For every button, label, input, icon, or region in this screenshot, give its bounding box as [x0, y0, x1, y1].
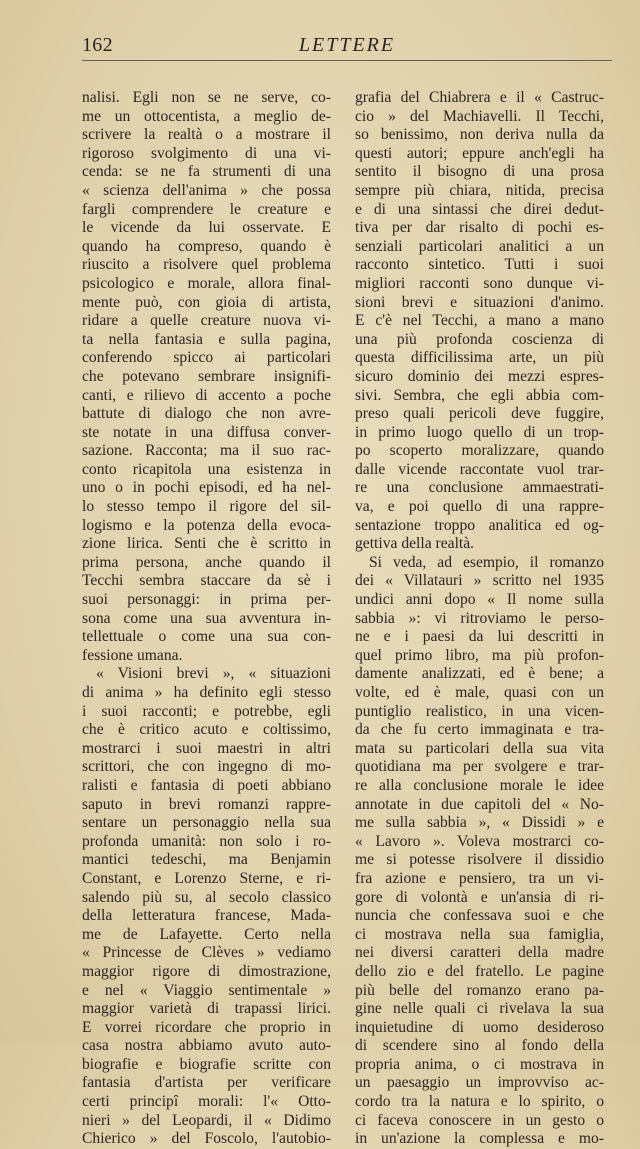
- text-line: nieri » del Leopardi, il « Didimo: [82, 1111, 331, 1129]
- text-line: dalle vicende raccontate vuol trar-: [355, 460, 604, 478]
- text-line: Si veda, ad esempio, il romanzo: [369, 553, 604, 571]
- text-line: uno o in pochi episodi, ed ha nel-: [82, 479, 331, 497]
- text-line: fantasia d'artista per verificare: [82, 1074, 331, 1092]
- text-line: fargli comprendere le creature e: [82, 200, 331, 218]
- text-line: conto ricapitola una esistenza in: [82, 460, 331, 478]
- text-line: nalisi. Egli non se ne serve, co-: [82, 89, 331, 106]
- text-line: cenda: se ne fa strumenti di una: [82, 163, 331, 181]
- text-line: mata su particolari della sua vita: [355, 739, 604, 757]
- text-line: puntiglio realistico, in una vicen-: [355, 702, 604, 720]
- text-line: che è critico acuto e coltissimo,: [82, 721, 331, 739]
- text-line: so benissimo, non deriva nulla da: [355, 126, 604, 144]
- text-line: dei « Villatauri » scritto nel 1935: [355, 572, 604, 590]
- text-line: « Princesse de Clèves » vediamo: [82, 944, 331, 962]
- text-line: in primo luogo quello di un trop-: [355, 423, 604, 441]
- text-line: ta nella fantasia e sulla pagina,: [82, 330, 331, 348]
- text-line: undici anni dopo « Il nome sulla: [355, 591, 604, 609]
- text-line: della letteratura francese, Mada-: [82, 907, 331, 925]
- text-line: sioni brevi e situazioni d'animo.: [355, 293, 604, 311]
- text-line: da che fu certo immaginata e tra-: [355, 721, 604, 739]
- text-line: biografie e biografie scritte con: [82, 1055, 331, 1073]
- text-line: salendo più su, al secolo classico: [82, 888, 331, 906]
- text-line: E c'è nel Tecchi, a mano a mano: [355, 312, 604, 330]
- text-line: un paesaggio un improvviso ac-: [355, 1074, 604, 1092]
- text-line: saputo in brevi romanzi rappre-: [82, 795, 331, 813]
- text-line: e nel « Viaggio sentimentale »: [82, 981, 331, 999]
- text-line: rigoroso svolgimento di una vi-: [82, 144, 331, 162]
- text-line: me de Lafayette. Certo nella: [82, 925, 331, 943]
- text-line: me sulla sabbia », « Dissidi » e: [355, 814, 604, 832]
- text-line: fra azione e pensiero, tra un vi-: [355, 869, 604, 887]
- text-line: psicologico e morale, allora final-: [82, 274, 331, 292]
- text-line: Chierico » del Foscolo, l'autobio-: [82, 1130, 331, 1148]
- text-line: sentare un personaggio nella sua: [82, 814, 331, 832]
- page-number: 162: [82, 34, 113, 56]
- text-line: zione lirica. Senti che è scritto in: [82, 535, 331, 553]
- text-line: ste notate in una diffusa conver-: [82, 423, 331, 441]
- text-line: nei diversi caratteri della madre: [355, 944, 604, 962]
- text-line: « Visioni brevi », « situazioni: [96, 665, 331, 683]
- text-line: gore di volontà e un'ansia di ri-: [355, 888, 604, 906]
- text-line: gine nelle quali ci rivelava la sua: [355, 1000, 604, 1018]
- text-line: ne e i paesi da lui descritti in: [355, 628, 604, 646]
- text-line: « Lavoro ». Voleva mostrarci co-: [355, 832, 604, 850]
- text-line: Tecchi sembra staccare da sè i: [82, 572, 331, 590]
- text-line: tiva per dar risalto di pochi es-: [355, 219, 604, 237]
- text-line: sempre più chiara, nitida, precisa: [355, 181, 604, 199]
- text-line: fessione umana.: [82, 646, 183, 664]
- text-line: sentazione troppo analitica ed og-: [355, 516, 604, 534]
- text-line: dello zio e del fratello. Le pagine: [355, 962, 604, 980]
- text-line: di anima » ha definito egli stesso: [82, 684, 331, 701]
- text-line: va, e poi quello di una rappre-: [355, 498, 604, 516]
- text-line: riuscito a risolvere quel problema: [82, 256, 331, 274]
- text-line: casa nostra abbiamo avuto auto-: [82, 1037, 331, 1055]
- text-line: me si potesse risolvere il dissidio: [355, 851, 604, 869]
- page-header: [82, 34, 612, 61]
- text-line: certi principî morali: l'« Otto-: [82, 1093, 331, 1111]
- text-line: sabbia »: vi ritroviamo le perso-: [355, 609, 604, 627]
- text-line: le vicende da lui osservate. E: [82, 219, 331, 237]
- text-line: mente può, con gioia di artista,: [82, 293, 331, 311]
- text-line: in un'azione la complessa e mo-: [355, 1130, 604, 1148]
- text-line: ridare a quelle creature nuova vi-: [82, 312, 331, 330]
- text-line: Constant, e Lorenzo Sterne, e ri-: [82, 869, 331, 887]
- text-line: me un ottocentista, a meglio de-: [82, 107, 331, 125]
- text-line: gettiva della realtà.: [355, 535, 475, 553]
- text-line: questa difficilissima arte, un più: [355, 349, 604, 367]
- text-line: sivi. Sembra, che egli abbia com-: [355, 386, 604, 404]
- text-line: ralisti e fantasia di poeti abbiano: [82, 776, 331, 794]
- text-line: quel primo libro, ma più profon-: [355, 646, 604, 664]
- right-text-column: [355, 89, 604, 1149]
- text-line: E vorrei ricordare che proprio in: [82, 1018, 331, 1036]
- text-line: sicuro dominio dei mezzi espres-: [355, 367, 604, 385]
- text-line: una più profonda coscienza di: [355, 330, 604, 348]
- text-line: ci mostrava nella sua famiglia,: [355, 925, 604, 943]
- text-line: ci faceva conoscere in un gesto o: [355, 1111, 604, 1129]
- text-line: conferendo spicco ai particolari: [82, 349, 331, 367]
- text-line: suoi personaggi: in prima per-: [82, 591, 331, 609]
- text-line: mantici tedeschi, ma Benjamin: [82, 851, 331, 869]
- text-line: scrittori, che con ingegno di mo-: [82, 758, 331, 776]
- text-line: annotate in due capitoli del « No-: [355, 795, 604, 813]
- text-line: sona come una sua avventura in-: [82, 609, 331, 627]
- text-line: e di una sintassi che direi dedut-: [355, 200, 604, 218]
- text-line: « scienza dell'anima » che possa: [82, 181, 331, 199]
- text-line: sentito il bisogno di una prosa: [355, 163, 604, 181]
- text-line: migliori racconti sono dunque vi-: [355, 274, 604, 292]
- text-line: senziali particolari analitici a un: [355, 237, 604, 255]
- text-line: sazione. Racconta; ma il suo rac-: [82, 442, 331, 460]
- text-line: lo stesso tempo il rigore del sil-: [82, 498, 331, 516]
- text-line: preso quali pericoli deve fuggire,: [355, 405, 604, 423]
- text-line: che potevano sembrare insignifi-: [82, 367, 331, 385]
- text-line: più belle del romanzo erano pa-: [355, 981, 604, 999]
- text-line: di scendere sino al fondo della: [355, 1037, 604, 1055]
- text-line: grafia del Chiabrera e il « Castruc-: [355, 89, 604, 106]
- text-line: cordo tra la natura e lo spirito, o: [355, 1093, 604, 1111]
- text-line: nuncia che confessava suoi e che: [355, 907, 604, 925]
- text-line: re alla conclusione morale le idee: [355, 776, 604, 794]
- text-line: maggior varietà di trapassi lirici.: [82, 1000, 331, 1018]
- text-line: logismo e la potenza della evoca-: [82, 516, 331, 534]
- text-line: canti, e rilievo di accento a poche: [82, 386, 331, 404]
- text-line: quotidiana ma per svolgere e trar-: [355, 758, 604, 776]
- text-line: damente analizzati, ed è bene; a: [355, 665, 604, 683]
- text-line: mostrarci i suoi maestri in altri: [82, 739, 331, 757]
- text-line: quando ha compreso, quando è: [82, 237, 331, 255]
- text-line: prima persona, anche quando il: [82, 553, 331, 571]
- text-line: propria anima, o ci mostrava in: [355, 1055, 604, 1073]
- text-line: questi autori; eppure anch'egli ha: [355, 144, 604, 162]
- text-line: racconto sintetico. Tutti i suoi: [355, 256, 604, 274]
- running-title: LETTERE: [298, 34, 396, 56]
- text-line: i suoi racconti; e potrebbe, egli: [82, 702, 331, 720]
- text-line: maggior rigore di dimostrazione,: [82, 962, 331, 980]
- text-line: tellettuale o come una sua con-: [82, 628, 331, 646]
- text-line: cio » del Machiavelli. Il Tecchi,: [355, 107, 604, 125]
- text-line: volte, ed è male, quasi con un: [355, 684, 604, 701]
- text-line: profonda umanità: non solo i ro-: [82, 832, 331, 850]
- text-line: po scoperto moralizzare, quando: [355, 442, 604, 460]
- left-text-column: [82, 89, 331, 1149]
- text-line: inquietudine di uomo desideroso: [355, 1018, 604, 1036]
- text-line: scrivere la realtà o a mostrare il: [82, 126, 331, 144]
- text-line: battute di dialogo che non avre-: [82, 405, 331, 423]
- text-line: re una conclusione ammaestrati-: [355, 479, 604, 497]
